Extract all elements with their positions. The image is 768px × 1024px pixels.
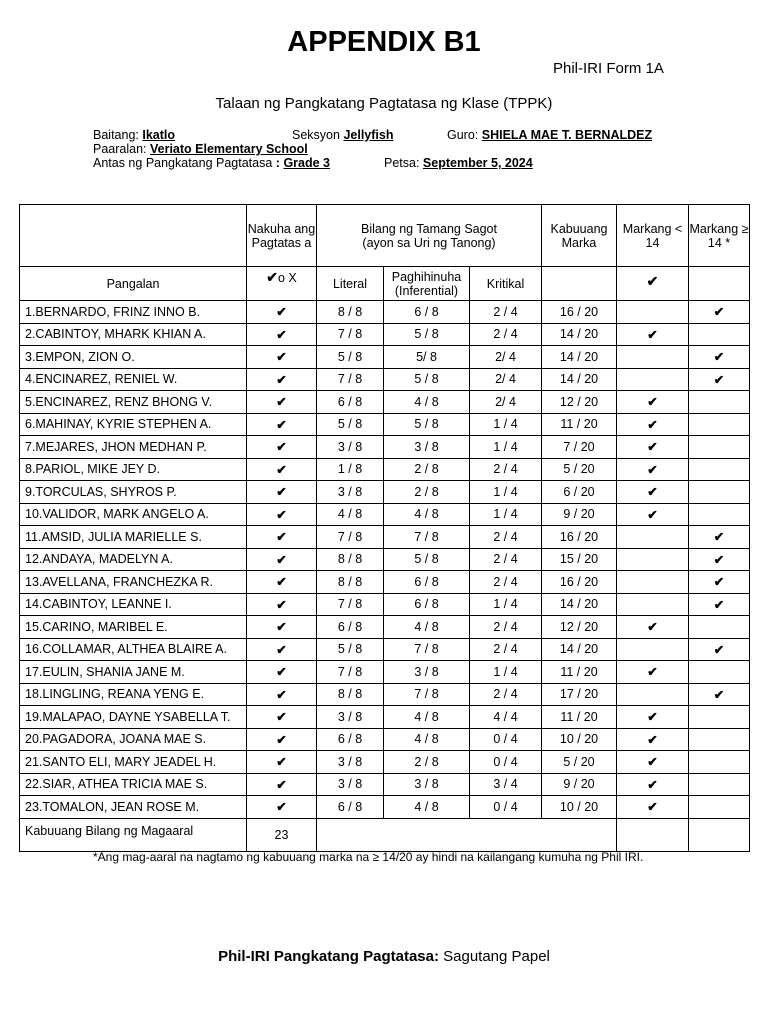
baitang-value: Ikatlo <box>142 128 176 142</box>
total-score: 14 / 20 <box>542 593 617 616</box>
table-row <box>20 728 750 751</box>
student-name: 2.CABINTOY, MHARK KHIAN A. <box>20 323 247 346</box>
took-test-check: ✔ <box>247 796 317 819</box>
table-row <box>20 661 750 684</box>
student-rows <box>20 301 750 819</box>
inferential-score: 3 / 8 <box>384 773 470 796</box>
student-name: 1.BERNARDO, FRINZ INNO B. <box>20 301 247 324</box>
student-name: 10.VALIDOR, MARK ANGELO A. <box>20 503 247 526</box>
table-row <box>20 796 750 819</box>
took-test-check: ✔ <box>247 593 317 616</box>
total-row <box>20 818 750 851</box>
below-14-check: ✔ <box>617 773 689 796</box>
kritikal-score: 2 / 4 <box>470 526 542 549</box>
inferential-score: 5 / 8 <box>384 323 470 346</box>
at-least-14-check <box>689 773 750 796</box>
student-name: 15.CARINO, MARIBEL E. <box>20 616 247 639</box>
header-nakuha: Nakuha ang Pagtatas a <box>247 205 317 267</box>
header-blank <box>20 205 247 267</box>
took-test-check: ✔ <box>247 436 317 459</box>
below-14-check: ✔ <box>617 503 689 526</box>
footer-bold: Phil-IRI Pangkatang Pagtatasa: <box>218 948 439 965</box>
table-row <box>20 571 750 594</box>
header-kabuuang: Kabuuang Marka <box>542 205 617 267</box>
kritikal-score: 1 / 4 <box>470 503 542 526</box>
total-score: 14 / 20 <box>542 368 617 391</box>
literal-score: 3 / 8 <box>317 773 384 796</box>
literal-score: 7 / 8 <box>317 593 384 616</box>
antas-line <box>93 156 330 170</box>
student-name: 18.LINGLING, REANA YENG E. <box>20 683 247 706</box>
total-score: 16 / 20 <box>542 526 617 549</box>
header-literal: Literal <box>317 267 384 301</box>
student-name: 23.TOMALON, JEAN ROSE M. <box>20 796 247 819</box>
kritikal-score: 2 / 4 <box>470 458 542 481</box>
at-least-14-check <box>689 728 750 751</box>
below-14-check <box>617 526 689 549</box>
kritikal-score: 2 / 4 <box>470 571 542 594</box>
total-score: 14 / 20 <box>542 638 617 661</box>
took-test-check: ✔ <box>247 526 317 549</box>
kritikal-score: 2 / 4 <box>470 616 542 639</box>
kritikal-score: 2 / 4 <box>470 638 542 661</box>
petsa-line <box>384 156 533 170</box>
total-score: 10 / 20 <box>542 728 617 751</box>
table-row <box>20 616 750 639</box>
table-row <box>20 481 750 504</box>
literal-score: 5 / 8 <box>317 413 384 436</box>
kritikal-score: 0 / 4 <box>470 751 542 774</box>
student-name: 20.PAGADORA, JOANA MAE S. <box>20 728 247 751</box>
guro-label: Guro: <box>447 128 479 142</box>
total-score: 9 / 20 <box>542 503 617 526</box>
inferential-score: 7 / 8 <box>384 638 470 661</box>
kritikal-score: 4 / 4 <box>470 706 542 729</box>
total-score: 17 / 20 <box>542 683 617 706</box>
total-score: 7 / 20 <box>542 436 617 459</box>
header-row-bottom <box>20 267 750 301</box>
below-14-check: ✔ <box>617 413 689 436</box>
at-least-14-check: ✔ <box>689 638 750 661</box>
at-least-14-check <box>689 323 750 346</box>
table-row <box>20 323 750 346</box>
header-bilang-title: Bilang ng Tamang Sagot <box>361 221 497 236</box>
check-icon: ✔ <box>646 273 659 289</box>
below-14-check <box>617 346 689 369</box>
header-paghihinuha: Paghihinuha <box>391 269 462 284</box>
total-score: 9 / 20 <box>542 773 617 796</box>
at-least-14-check: ✔ <box>689 301 750 324</box>
below-14-check: ✔ <box>617 436 689 459</box>
inferential-score: 5 / 8 <box>384 413 470 436</box>
took-test-check: ✔ <box>247 751 317 774</box>
student-name: 9.TORCULAS, SHYROS P. <box>20 481 247 504</box>
total-score: 15 / 20 <box>542 548 617 571</box>
at-least-14-check <box>689 616 750 639</box>
total-blank-lt14 <box>617 818 689 851</box>
at-least-14-check <box>689 458 750 481</box>
header-blank-ge14 <box>689 267 750 301</box>
at-least-14-check <box>689 391 750 414</box>
literal-score: 6 / 8 <box>317 391 384 414</box>
took-test-check: ✔ <box>247 706 317 729</box>
at-least-14-check <box>689 661 750 684</box>
kritikal-score: 2 / 4 <box>470 301 542 324</box>
table-row <box>20 526 750 549</box>
took-test-check: ✔ <box>247 638 317 661</box>
inferential-score: 4 / 8 <box>384 796 470 819</box>
header-blank-total <box>542 267 617 301</box>
below-14-check: ✔ <box>617 661 689 684</box>
literal-score: 6 / 8 <box>317 796 384 819</box>
at-least-14-check <box>689 503 750 526</box>
kritikal-score: 1 / 4 <box>470 413 542 436</box>
baitang-line <box>93 128 175 142</box>
literal-score: 8 / 8 <box>317 571 384 594</box>
below-14-check: ✔ <box>617 481 689 504</box>
below-14-check: ✔ <box>617 706 689 729</box>
below-14-check: ✔ <box>617 751 689 774</box>
at-least-14-check <box>689 481 750 504</box>
kritikal-score: 1 / 4 <box>470 481 542 504</box>
inferential-score: 4 / 8 <box>384 728 470 751</box>
at-least-14-check <box>689 413 750 436</box>
took-test-check: ✔ <box>247 728 317 751</box>
at-least-14-check: ✔ <box>689 683 750 706</box>
total-score: 5 / 20 <box>542 458 617 481</box>
table-row <box>20 706 750 729</box>
took-test-check: ✔ <box>247 503 317 526</box>
total-score: 11 / 20 <box>542 661 617 684</box>
total-blank-ge14 <box>689 818 750 851</box>
table-row <box>20 638 750 661</box>
at-least-14-check: ✔ <box>689 346 750 369</box>
took-test-check: ✔ <box>247 773 317 796</box>
student-name: 14.CABINTOY, LEANNE I. <box>20 593 247 616</box>
inferential-score: 2 / 8 <box>384 458 470 481</box>
petsa-value: September 5, 2024 <box>422 156 533 170</box>
kritikal-score: 2/ 4 <box>470 368 542 391</box>
form-code: Phil-IRI Form 1A <box>553 60 664 77</box>
petsa-label: Petsa: <box>384 156 420 170</box>
kritikal-score: 3 / 4 <box>470 773 542 796</box>
header-o-x-label: o X <box>277 271 297 285</box>
student-name: 12.ANDAYA, MADELYN A. <box>20 548 247 571</box>
student-name: 3.EMPON, ZION O. <box>20 346 247 369</box>
kritikal-score: 1 / 4 <box>470 436 542 459</box>
student-name: 5.ENCINAREZ, RENZ BHONG V. <box>20 391 247 414</box>
header-pangalan: Pangalan <box>20 267 247 301</box>
took-test-check: ✔ <box>247 481 317 504</box>
below-14-check: ✔ <box>617 391 689 414</box>
total-score: 14 / 20 <box>542 323 617 346</box>
seksyon-label: Seksyon <box>292 128 340 142</box>
below-14-check <box>617 683 689 706</box>
seksyon-value: Jellyfish <box>343 128 394 142</box>
assessment-table <box>19 204 750 852</box>
took-test-check: ✔ <box>247 346 317 369</box>
baitang-label: Baitang: <box>93 128 139 142</box>
took-test-check: ✔ <box>247 616 317 639</box>
footnote: *Ang mag-aaral na nagtamo ng kabuuang marka na ≥ 14/20 ay hindi na kailangang kumuha ng Phil IRI. <box>93 850 644 864</box>
literal-score: 7 / 8 <box>317 368 384 391</box>
inferential-score: 4 / 8 <box>384 616 470 639</box>
total-label: Kabuuang Bilang ng Magaaral <box>20 818 247 851</box>
inferential-score: 4 / 8 <box>384 503 470 526</box>
kritikal-score: 1 / 4 <box>470 661 542 684</box>
total-score: 11 / 20 <box>542 413 617 436</box>
literal-score: 1 / 8 <box>317 458 384 481</box>
below-14-check <box>617 301 689 324</box>
table-row <box>20 458 750 481</box>
took-test-check: ✔ <box>247 301 317 324</box>
literal-score: 3 / 8 <box>317 481 384 504</box>
header-bilang <box>317 205 542 267</box>
inferential-score: 2 / 8 <box>384 481 470 504</box>
literal-score: 3 / 8 <box>317 751 384 774</box>
literal-score: 7 / 8 <box>317 661 384 684</box>
footer-title <box>0 948 768 965</box>
student-name: 22.SIAR, ATHEA TRICIA MAE S. <box>20 773 247 796</box>
total-score: 5 / 20 <box>542 751 617 774</box>
total-score: 11 / 20 <box>542 706 617 729</box>
below-14-check <box>617 593 689 616</box>
at-least-14-check <box>689 796 750 819</box>
at-least-14-check <box>689 436 750 459</box>
took-test-check: ✔ <box>247 683 317 706</box>
header-markang-lt14: Markang < 14 <box>617 205 689 267</box>
total-score: 12 / 20 <box>542 616 617 639</box>
check-icon: ✔ <box>266 269 278 285</box>
literal-score: 7 / 8 <box>317 526 384 549</box>
inferential-score: 4 / 8 <box>384 391 470 414</box>
student-name: 16.COLLAMAR, ALTHEA BLAIRE A. <box>20 638 247 661</box>
student-name: 8.PARIOL, MIKE JEY D. <box>20 458 247 481</box>
total-count: 23 <box>247 818 317 851</box>
kritikal-score: 2 / 4 <box>470 548 542 571</box>
kritikal-score: 0 / 4 <box>470 796 542 819</box>
at-least-14-check <box>689 706 750 729</box>
total-score: 16 / 20 <box>542 571 617 594</box>
table-row <box>20 751 750 774</box>
literal-score: 6 / 8 <box>317 728 384 751</box>
seksyon-line <box>292 128 393 142</box>
header-lt14-check <box>617 267 689 301</box>
kritikal-score: 0 / 4 <box>470 728 542 751</box>
at-least-14-check: ✔ <box>689 548 750 571</box>
literal-score: 8 / 8 <box>317 548 384 571</box>
header-bilang-sub: (ayon sa Uri ng Tanong) <box>362 235 496 250</box>
total-score: 10 / 20 <box>542 796 617 819</box>
kritikal-score: 2/ 4 <box>470 391 542 414</box>
at-least-14-check: ✔ <box>689 593 750 616</box>
kritikal-score: 1 / 4 <box>470 593 542 616</box>
inferential-score: 6 / 8 <box>384 301 470 324</box>
below-14-check <box>617 548 689 571</box>
student-name: 19.MALAPAO, DAYNE YSABELLA T. <box>20 706 247 729</box>
table-row <box>20 503 750 526</box>
took-test-check: ✔ <box>247 391 317 414</box>
student-name: 11.AMSID, JULIA MARIELLE S. <box>20 526 247 549</box>
table-row <box>20 346 750 369</box>
header-kritikal: Kritikal <box>470 267 542 301</box>
below-14-check <box>617 638 689 661</box>
kritikal-score: 2 / 4 <box>470 683 542 706</box>
student-name: 17.EULIN, SHANIA JANE M. <box>20 661 247 684</box>
inferential-score: 6 / 8 <box>384 593 470 616</box>
literal-score: 8 / 8 <box>317 301 384 324</box>
table-row <box>20 593 750 616</box>
student-name: 6.MAHINAY, KYRIE STEPHEN A. <box>20 413 247 436</box>
student-name: 4.ENCINAREZ, RENIEL W. <box>20 368 247 391</box>
student-name: 21.SANTO ELI, MARY JEADEL H. <box>20 751 247 774</box>
inferential-score: 7 / 8 <box>384 526 470 549</box>
at-least-14-check: ✔ <box>689 368 750 391</box>
subtitle: Talaan ng Pangkatang Pagtatasa ng Klase (TPPK) <box>215 95 553 112</box>
guro-line <box>447 128 652 142</box>
took-test-check: ✔ <box>247 571 317 594</box>
table-row <box>20 391 750 414</box>
below-14-check: ✔ <box>617 458 689 481</box>
header-row-top <box>20 205 750 267</box>
total-score: 14 / 20 <box>542 346 617 369</box>
table-row <box>20 548 750 571</box>
inferential-score: 5 / 8 <box>384 368 470 391</box>
below-14-check: ✔ <box>617 728 689 751</box>
kritikal-score: 2 / 4 <box>470 323 542 346</box>
table-row <box>20 683 750 706</box>
inferential-score: 3 / 8 <box>384 436 470 459</box>
table-row <box>20 368 750 391</box>
header-markang-ge14: Markang ≥ 14 * <box>689 205 750 267</box>
below-14-check <box>617 571 689 594</box>
page-title: APPENDIX B1 <box>287 26 481 58</box>
inferential-score: 2 / 8 <box>384 751 470 774</box>
antas-value: Grade 3 <box>283 156 331 170</box>
inferential-score: 3 / 8 <box>384 661 470 684</box>
literal-score: 8 / 8 <box>317 683 384 706</box>
header-check-o-x <box>247 267 317 301</box>
at-least-14-check: ✔ <box>689 571 750 594</box>
paaralan-label: Paaralan: <box>93 142 147 156</box>
total-score: 12 / 20 <box>542 391 617 414</box>
literal-score: 5 / 8 <box>317 346 384 369</box>
literal-score: 7 / 8 <box>317 323 384 346</box>
took-test-check: ✔ <box>247 368 317 391</box>
table-row <box>20 301 750 324</box>
literal-score: 6 / 8 <box>317 616 384 639</box>
total-blank <box>317 818 617 851</box>
at-least-14-check: ✔ <box>689 526 750 549</box>
table-row <box>20 436 750 459</box>
paaralan-line <box>93 142 308 156</box>
paaralan-value: Veriato Elementary School <box>150 142 308 156</box>
below-14-check <box>617 368 689 391</box>
table-row <box>20 773 750 796</box>
inferential-score: 5/ 8 <box>384 346 470 369</box>
literal-score: 3 / 8 <box>317 706 384 729</box>
antas-label: Antas ng Pangkatang Pagtatasa <box>93 156 273 170</box>
took-test-check: ✔ <box>247 548 317 571</box>
total-score: 16 / 20 <box>542 301 617 324</box>
took-test-check: ✔ <box>247 323 317 346</box>
at-least-14-check <box>689 751 750 774</box>
total-score: 6 / 20 <box>542 481 617 504</box>
student-name: 13.AVELLANA, FRANCHEZKA R. <box>20 571 247 594</box>
student-name: 7.MEJARES, JHON MEDHAN P. <box>20 436 247 459</box>
kritikal-score: 2/ 4 <box>470 346 542 369</box>
inferential-score: 4 / 8 <box>384 706 470 729</box>
inferential-score: 6 / 8 <box>384 571 470 594</box>
took-test-check: ✔ <box>247 413 317 436</box>
literal-score: 5 / 8 <box>317 638 384 661</box>
inferential-score: 7 / 8 <box>384 683 470 706</box>
inferential-score: 5 / 8 <box>384 548 470 571</box>
below-14-check: ✔ <box>617 796 689 819</box>
table-row <box>20 413 750 436</box>
header-inferential-sub: (Inferential) <box>394 283 459 298</box>
antas-separator: : <box>275 156 280 170</box>
below-14-check: ✔ <box>617 616 689 639</box>
footer-rest: Sagutang Papel <box>438 948 550 965</box>
literal-score: 3 / 8 <box>317 436 384 459</box>
header-inferential <box>384 267 470 301</box>
literal-score: 4 / 8 <box>317 503 384 526</box>
took-test-check: ✔ <box>247 661 317 684</box>
below-14-check: ✔ <box>617 323 689 346</box>
took-test-check: ✔ <box>247 458 317 481</box>
guro-value: SHIELA MAE T. BERNALDEZ <box>481 128 653 142</box>
